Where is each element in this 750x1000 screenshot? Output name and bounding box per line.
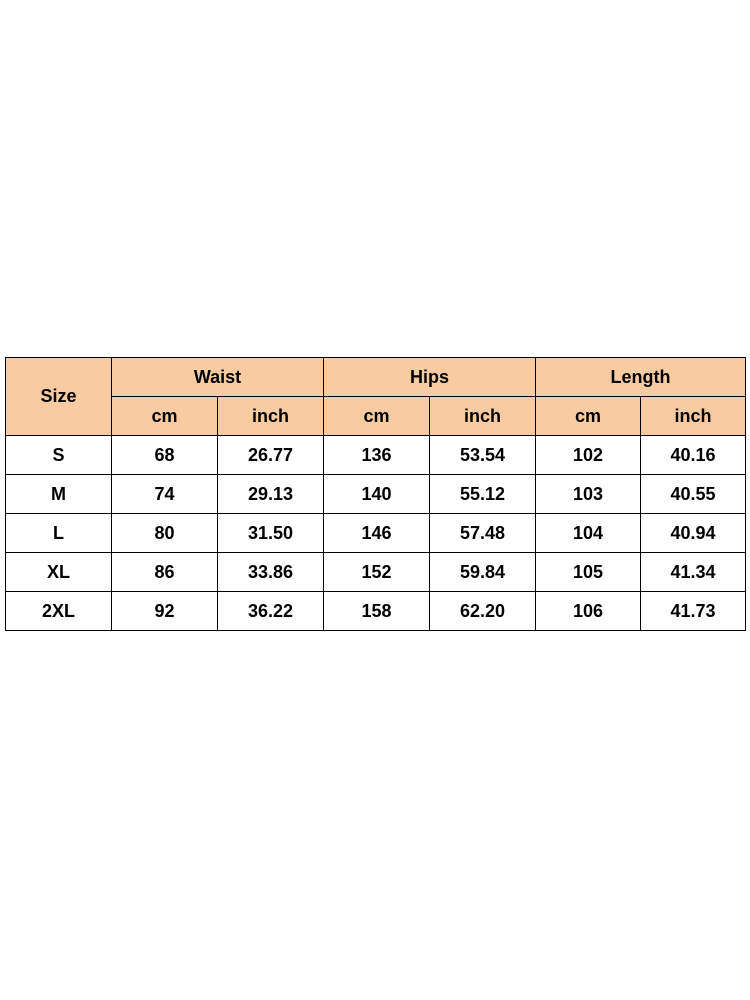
waist-cm-cell: 86 <box>112 553 218 592</box>
waist-cm-header: cm <box>112 397 218 436</box>
table-row <box>6 592 746 631</box>
waist-cm-cell: 68 <box>112 436 218 475</box>
hips-cm-cell: 140 <box>324 475 430 514</box>
length-inch-cell: 40.55 <box>641 475 746 514</box>
unit-header-row <box>6 397 746 436</box>
waist-inch-cell: 29.13 <box>218 475 324 514</box>
length-cm-header: cm <box>536 397 641 436</box>
waist-inch-header: inch <box>218 397 324 436</box>
waist-cm-cell: 92 <box>112 592 218 631</box>
size-cell: S <box>6 436 112 475</box>
size-column-header: Size <box>6 358 112 436</box>
waist-inch-cell: 36.22 <box>218 592 324 631</box>
size-cell: XL <box>6 553 112 592</box>
length-cm-cell: 106 <box>536 592 641 631</box>
hips-cm-cell: 152 <box>324 553 430 592</box>
length-cm-cell: 102 <box>536 436 641 475</box>
hips-cm-cell: 136 <box>324 436 430 475</box>
group-header-row <box>6 358 746 397</box>
table-row <box>6 553 746 592</box>
hips-group-header: Hips <box>324 358 536 397</box>
size-cell: 2XL <box>6 592 112 631</box>
waist-inch-cell: 31.50 <box>218 514 324 553</box>
length-group-header: Length <box>536 358 746 397</box>
size-cell: L <box>6 514 112 553</box>
waist-group-header: Waist <box>112 358 324 397</box>
table-row <box>6 436 746 475</box>
hips-cm-header: cm <box>324 397 430 436</box>
hips-inch-cell: 57.48 <box>430 514 536 553</box>
length-inch-header: inch <box>641 397 746 436</box>
waist-cm-cell: 80 <box>112 514 218 553</box>
hips-inch-cell: 53.54 <box>430 436 536 475</box>
size-cell: M <box>6 475 112 514</box>
hips-inch-cell: 55.12 <box>430 475 536 514</box>
hips-cm-cell: 146 <box>324 514 430 553</box>
waist-inch-cell: 26.77 <box>218 436 324 475</box>
length-inch-cell: 40.16 <box>641 436 746 475</box>
table-row <box>6 475 746 514</box>
length-inch-cell: 40.94 <box>641 514 746 553</box>
length-inch-cell: 41.34 <box>641 553 746 592</box>
size-chart-table <box>5 357 746 631</box>
waist-cm-cell: 74 <box>112 475 218 514</box>
hips-inch-header: inch <box>430 397 536 436</box>
length-cm-cell: 103 <box>536 475 641 514</box>
hips-cm-cell: 158 <box>324 592 430 631</box>
length-inch-cell: 41.73 <box>641 592 746 631</box>
hips-inch-cell: 59.84 <box>430 553 536 592</box>
hips-inch-cell: 62.20 <box>430 592 536 631</box>
table-row <box>6 514 746 553</box>
length-cm-cell: 105 <box>536 553 641 592</box>
length-cm-cell: 104 <box>536 514 641 553</box>
waist-inch-cell: 33.86 <box>218 553 324 592</box>
